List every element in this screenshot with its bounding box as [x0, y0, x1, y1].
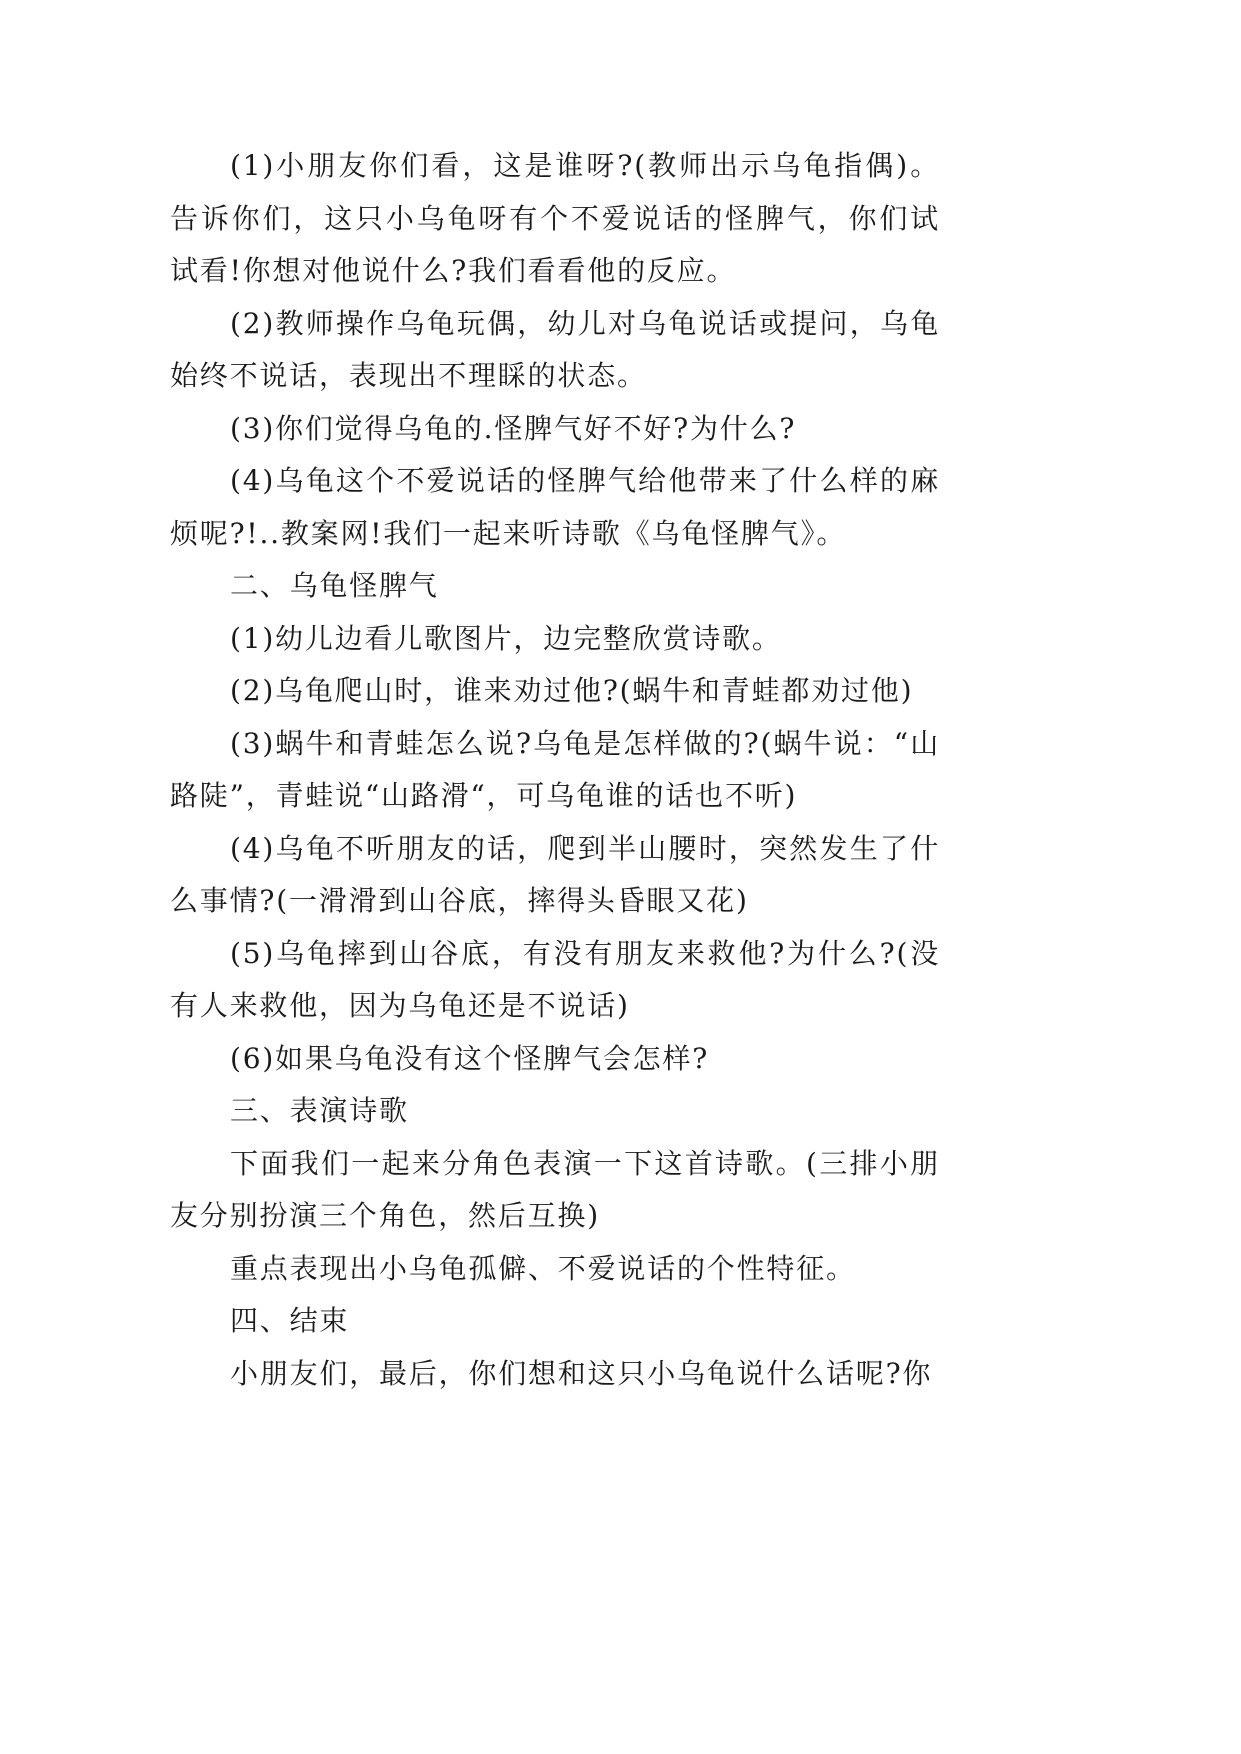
paragraph-section4-body: 小朋友们，最后，你们想和这只小乌龟说什么话呢?你: [230, 1356, 933, 1390]
paragraph-step-1: (1)小朋友你们看，这是谁呀?(教师出示乌龟指偶)。告诉你们，这只小乌龟呀有个不爱说话的怪脾气，你们试试看!你想对他说什么?我们看看他的反应。: [170, 149, 940, 287]
paragraph-step-2: (2)教师操作乌龟玩偶，幼儿对乌龟说话或提问，乌龟始终不说话，表现出不理睬的状态。: [170, 306, 940, 392]
paragraph-section3-focus: 重点表现出小乌龟孤僻、不爱说话的个性特征。: [230, 1251, 856, 1285]
section-heading-3: 三、表演诗歌: [230, 1094, 409, 1127]
paragraph-section2-step-5: (5)乌龟摔到山谷底，有没有朋友来救他?为什么?(没有人来救他，因为乌龟还是不说话): [170, 936, 940, 1022]
section-heading-4: 四、结束: [230, 1304, 350, 1337]
paragraph-step-3: (3)你们觉得乌龟的.怪脾气好不好?为什么?: [230, 411, 797, 445]
paragraph-section2-step-3: (3)蜗牛和青蛙怎么说?乌龟是怎样做的?(蜗牛说：“山路陡”，青蛙说“山路滑“，可乌龟谁的话也不听): [170, 726, 940, 812]
paragraph-step-4: (4)乌龟这个不爱说话的怪脾气给他带来了什么样的麻烦呢?!..教案网!我们一起来听诗歌《乌龟怪脾气》。: [170, 464, 940, 550]
paragraph-section2-step-2: (2)乌龟爬山时，谁来劝过他?(蜗牛和青蛙都劝过他): [230, 674, 914, 707]
paragraph-section2-step-1: (1)幼儿边看儿歌图片，边完整欣赏诗歌。: [230, 621, 782, 655]
section-heading-2: 二、乌龟怪脾气: [230, 569, 439, 602]
paragraph-section2-step-6: (6)如果乌龟没有这个怪脾气会怎样?: [230, 1041, 710, 1075]
paragraph-section2-step-4: (4)乌龟不听朋友的话，爬到半山腰时，突然发生了什么事情?(一滑滑到山谷底，摔得头昏眼又花): [170, 831, 940, 917]
paragraph-section3-body: 下面我们一起来分角色表演一下这首诗歌。(三排小朋友分别扮演三个角色，然后互换): [170, 1146, 940, 1232]
document-body: [170, 140, 940, 1400]
